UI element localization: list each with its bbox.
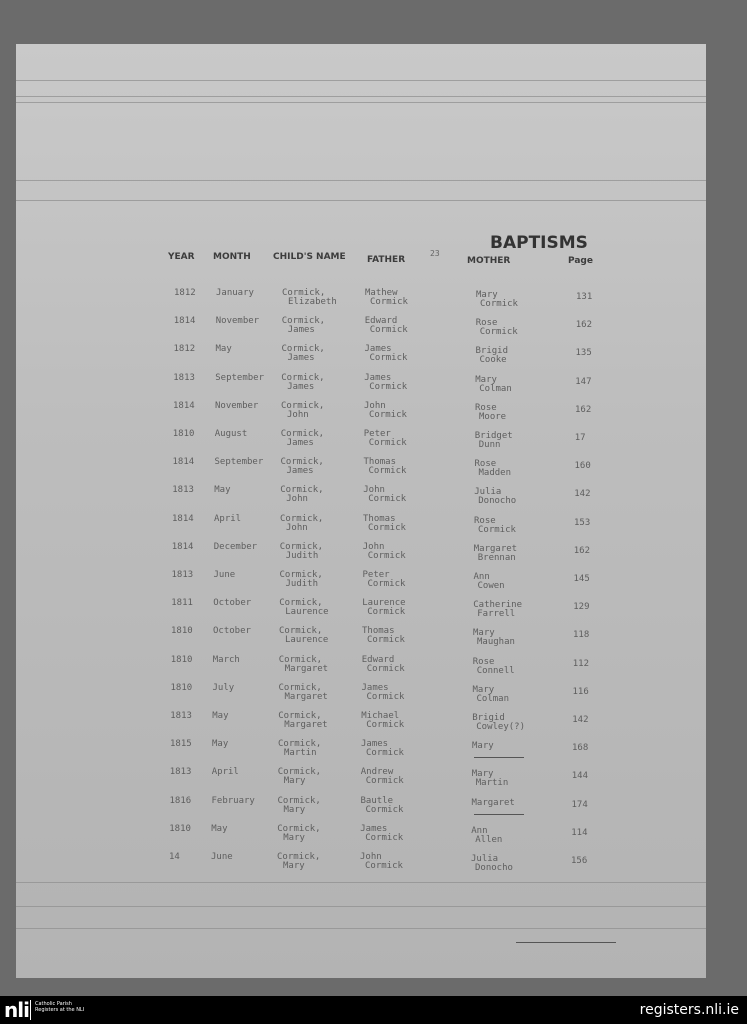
entry-month: April xyxy=(211,767,239,778)
entry-month: May xyxy=(215,344,232,355)
entry-mother-given: Mary xyxy=(475,374,497,385)
column-page: Page xyxy=(568,256,593,266)
entry-father-given: Thomas xyxy=(362,626,395,637)
entry-father-given: Michael xyxy=(361,711,400,721)
entry-mother-given: Julia xyxy=(471,854,499,864)
entry-month: January xyxy=(216,288,254,298)
entry-year: 1814 xyxy=(172,513,194,524)
entry-month: May xyxy=(212,711,229,721)
entry-father-surname: Cormick xyxy=(369,409,407,420)
entry-child-given: Mary xyxy=(283,776,306,787)
entry-page: 118 xyxy=(573,630,590,641)
entry-father-surname: Cormick xyxy=(366,663,405,674)
entry-father-surname: Cormick xyxy=(365,861,403,871)
entry-mother-surname: Madden xyxy=(478,468,512,479)
entry-child-surname: Cormick, xyxy=(279,541,324,552)
entry-month: August xyxy=(214,429,248,439)
entry-child-surname: Cormick, xyxy=(278,739,322,750)
entry-father-surname: Cormick xyxy=(365,776,404,787)
entry-father-surname: Cormick xyxy=(367,635,405,646)
entry-mother-surname: Dunn xyxy=(478,440,501,450)
entry-father-surname: Cormick xyxy=(368,522,406,533)
entry-child-surname: Cormick, xyxy=(281,344,325,355)
entry-year: 1814 xyxy=(173,316,196,327)
entry-year: 1812 xyxy=(174,288,196,298)
entry-father-surname: Cormick xyxy=(367,550,406,561)
entry-child-given: Martin xyxy=(284,748,317,759)
entry-year: 1810 xyxy=(170,654,193,665)
entry-year: 1810 xyxy=(170,682,193,693)
scan-line xyxy=(16,200,706,201)
entry-page: 147 xyxy=(575,376,592,387)
nli-logo[interactable]: nli xyxy=(4,998,29,1022)
entry-year: 1815 xyxy=(170,739,192,750)
entry-year: 14 xyxy=(169,852,180,862)
entry-mother-given: Ann xyxy=(473,572,490,582)
entry-page: 114 xyxy=(571,827,588,838)
entry-mother-given: Mary xyxy=(473,628,495,639)
entry-mother-given: Mary xyxy=(472,684,495,695)
entry-child-surname: Cormick, xyxy=(280,485,324,496)
entry-father-given: James xyxy=(364,372,392,383)
entry-month: July xyxy=(212,682,235,693)
entry-child-given: Laurence xyxy=(285,607,329,618)
entry-month: October xyxy=(213,598,252,609)
entry-father-surname: Cormick xyxy=(367,579,406,589)
entry-mother-surname: Maughan xyxy=(477,637,515,648)
entry-child-given: John xyxy=(286,522,308,533)
entry-mother-surname: Cooke xyxy=(479,355,507,366)
site-link[interactable]: registers.nli.ie xyxy=(639,1002,739,1018)
entry-mother-given: Bridget xyxy=(474,431,513,441)
entry-year: 1810 xyxy=(169,823,191,834)
entry-page: 162 xyxy=(575,320,593,331)
entry-father-given: Thomas xyxy=(363,457,397,468)
entry-child-given: John xyxy=(287,409,309,420)
entry-page: 17 xyxy=(574,433,586,443)
entry-father-surname: Cormick xyxy=(370,297,408,307)
entry-child-surname: Cormick, xyxy=(278,682,322,693)
entry-father-given: James xyxy=(361,682,389,693)
entry-father-surname: Cormick xyxy=(367,607,406,618)
entry-row xyxy=(16,655,706,683)
register-page xyxy=(16,44,706,978)
entry-child-given: Laurence xyxy=(285,635,329,646)
entry-year: 1814 xyxy=(172,457,195,468)
blank-line xyxy=(474,814,524,815)
entry-mother-surname: Donocho xyxy=(478,496,517,507)
entry-child-surname: Cormick, xyxy=(280,457,324,468)
document-heading: BAPTISMS xyxy=(490,233,588,253)
entry-page: 116 xyxy=(572,686,589,697)
entry-year: 1813 xyxy=(170,711,192,721)
entry-page: 142 xyxy=(574,489,591,500)
divider-line xyxy=(516,942,616,943)
entry-child-given: Elizabeth xyxy=(288,297,337,307)
entry-mother-given: Ann xyxy=(471,825,488,836)
entry-row xyxy=(16,373,706,401)
entry-row xyxy=(16,429,706,457)
entry-child-surname: Cormick, xyxy=(281,400,325,411)
scan-line xyxy=(16,928,706,929)
entry-row xyxy=(16,401,706,429)
entry-page: 145 xyxy=(573,574,590,584)
entry-row xyxy=(16,316,706,344)
entry-row xyxy=(16,824,706,852)
entry-mother-surname: Martin xyxy=(475,778,509,789)
logo-caption: Catholic Parish Registers at the NLI xyxy=(35,1001,85,1013)
scan-line xyxy=(16,180,706,181)
entry-father-given: Peter xyxy=(363,429,391,439)
blank-line xyxy=(474,757,524,758)
entry-page: 162 xyxy=(573,545,591,556)
entry-father-given: John xyxy=(360,852,382,862)
entry-month: September xyxy=(215,372,265,383)
entry-father-surname: Cormick xyxy=(365,804,404,815)
entry-mother-surname: Cowley(?) xyxy=(476,722,526,732)
entry-mother-given: Margaret xyxy=(473,543,518,554)
entry-father-surname: Cormick xyxy=(368,438,407,448)
scan-line xyxy=(16,882,706,883)
entry-child-surname: Cormick, xyxy=(279,598,323,609)
entry-mother-surname: Cormick xyxy=(480,299,518,309)
entry-father-surname: Cormick xyxy=(369,325,408,336)
entry-father-surname: Cormick xyxy=(366,691,405,702)
entry-father-given: Laurence xyxy=(362,598,406,609)
entry-month: June xyxy=(213,570,236,580)
entry-row xyxy=(16,796,706,824)
entry-row xyxy=(16,598,706,626)
entry-row xyxy=(16,514,706,542)
entry-month: April xyxy=(214,513,242,524)
entry-row xyxy=(16,626,706,654)
entry-page: 129 xyxy=(573,602,590,613)
entry-father-surname: Cormick xyxy=(365,832,404,843)
entry-row xyxy=(16,570,706,598)
entry-child-given: Mary xyxy=(283,861,305,871)
entry-year: 1811 xyxy=(171,598,193,609)
column-father: FATHER xyxy=(367,255,406,265)
entry-month: June xyxy=(211,852,233,862)
entry-month: November xyxy=(215,316,260,327)
entry-child-given: Judith xyxy=(285,579,319,589)
entry-father-given: James xyxy=(364,344,392,355)
column-month: MONTH xyxy=(213,252,251,262)
entry-page: 168 xyxy=(572,743,589,754)
entry-father-given: John xyxy=(363,485,385,496)
entry-father-given: James xyxy=(361,739,389,750)
entry-child-surname: Cormick, xyxy=(277,823,321,834)
entry-mother-surname: Cormick xyxy=(478,524,516,535)
entry-mother-surname: Colman xyxy=(479,383,512,394)
entry-mother-given: Rose xyxy=(474,459,497,470)
entry-child-given: James xyxy=(286,438,314,448)
entry-child-surname: Cormick, xyxy=(279,570,323,580)
entry-page: 131 xyxy=(576,292,593,302)
entry-child-surname: Cormick, xyxy=(281,372,325,383)
entry-mother-given: Mary xyxy=(471,769,494,780)
entry-father-surname: Cormick xyxy=(366,748,404,759)
entry-father-surname: Cormick xyxy=(366,720,405,730)
entry-father-given: John xyxy=(362,541,385,552)
entry-page: 153 xyxy=(574,517,591,528)
column-year: YEAR xyxy=(168,252,195,262)
entry-mother-surname: Brennan xyxy=(477,552,516,563)
footer-bar xyxy=(0,996,747,1024)
entry-page: 142 xyxy=(572,715,589,725)
entry-father-given: Peter xyxy=(362,570,390,580)
entry-father-surname: Cormick xyxy=(369,353,408,364)
entry-mother-surname: Connell xyxy=(476,665,515,676)
entry-father-given: Edward xyxy=(364,316,398,327)
entry-row xyxy=(16,767,706,795)
entry-father-surname: Cormick xyxy=(369,381,408,392)
entry-year: 1812 xyxy=(173,344,196,355)
page-number: 23 xyxy=(430,249,440,258)
entry-child-given: James xyxy=(287,381,315,392)
entry-page: 135 xyxy=(575,348,592,359)
entry-child-surname: Cormick, xyxy=(280,429,325,439)
entry-page: 156 xyxy=(571,856,588,866)
entry-page: 112 xyxy=(572,658,590,669)
entry-mother-surname: Farrell xyxy=(477,609,516,620)
entry-row xyxy=(16,542,706,570)
entry-child-surname: Cormick, xyxy=(277,795,321,806)
column-child: CHILD'S NAME xyxy=(273,252,346,262)
entry-year: 1810 xyxy=(171,626,193,637)
entry-month: December xyxy=(213,541,258,552)
entry-father-surname: Cormick xyxy=(368,494,407,505)
entry-page: 174 xyxy=(571,799,588,810)
entry-month: May xyxy=(211,823,228,834)
entry-mother-surname: Cowen xyxy=(477,581,505,591)
entry-child-given: Margaret xyxy=(284,663,329,674)
entry-month: February xyxy=(211,795,255,806)
entry-father-given: Edward xyxy=(361,654,395,665)
entry-mother-given: Mary xyxy=(476,290,498,300)
scan-line xyxy=(16,102,706,103)
entry-year: 1816 xyxy=(169,795,192,806)
entry-child-given: Judith xyxy=(285,550,319,561)
entry-mother-surname: Moore xyxy=(479,411,507,422)
entry-child-surname: Cormick, xyxy=(280,513,324,524)
entry-mother-surname: Donocho xyxy=(475,863,513,873)
entry-month: September xyxy=(214,457,264,468)
entry-child-surname: Cormick, xyxy=(277,852,321,862)
entry-month: May xyxy=(212,739,229,750)
entry-month: May xyxy=(214,485,231,496)
entry-year: 1814 xyxy=(171,541,194,552)
entry-mother-given: Rose xyxy=(472,656,495,667)
entry-year: 1814 xyxy=(173,400,195,411)
entry-mother-given: Mary xyxy=(472,741,494,752)
entry-row xyxy=(16,739,706,767)
entry-mother-given: Brigid xyxy=(475,346,509,357)
entry-month: March xyxy=(212,654,240,665)
logo-divider xyxy=(30,1000,31,1020)
entry-row xyxy=(16,288,706,316)
entry-child-given: Mary xyxy=(283,804,306,815)
entry-child-surname: Cormick, xyxy=(277,767,322,778)
entry-father-given: Bautle xyxy=(360,795,394,806)
entry-father-given: Andrew xyxy=(360,767,394,778)
entry-child-given: James xyxy=(287,353,315,364)
scan-line xyxy=(16,906,706,907)
entry-month: October xyxy=(213,626,251,637)
entry-mother-surname: Cormick xyxy=(479,327,518,338)
entry-father-given: James xyxy=(360,823,388,834)
entry-child-given: Mary xyxy=(283,832,305,843)
entry-year: 1813 xyxy=(171,570,194,580)
entry-mother-given: Rose xyxy=(475,402,497,413)
entry-child-surname: Cormick, xyxy=(278,654,323,665)
entry-page: 160 xyxy=(574,461,591,472)
entry-child-given: James xyxy=(286,466,314,477)
entry-row xyxy=(16,683,706,711)
entry-mother-given: Catherine xyxy=(473,600,523,611)
entry-year: 1813 xyxy=(172,485,194,496)
entry-child-surname: Cormick, xyxy=(278,711,322,721)
entry-father-given: John xyxy=(364,400,386,411)
entry-mother-given: Rose xyxy=(475,318,498,329)
entry-page: 144 xyxy=(571,771,589,782)
entry-row xyxy=(16,344,706,372)
entry-mother-surname: Colman xyxy=(476,693,510,704)
entry-father-given: Mathew xyxy=(365,288,398,298)
entry-child-given: James xyxy=(287,325,315,336)
entry-mother-given: Julia xyxy=(474,487,502,498)
entry-father-given: Thomas xyxy=(363,513,396,524)
entry-row xyxy=(16,711,706,739)
entry-row xyxy=(16,485,706,513)
scan-line xyxy=(16,96,706,97)
entry-page: 162 xyxy=(575,404,592,415)
entry-child-surname: Cormick, xyxy=(279,626,323,637)
column-mother: MOTHER xyxy=(467,256,511,266)
entry-father-surname: Cormick xyxy=(368,466,407,477)
entry-mother-given: Margaret xyxy=(471,797,515,808)
entry-child-surname: Cormick, xyxy=(282,288,326,298)
entry-row xyxy=(16,852,706,880)
entry-mother-given: Brigid xyxy=(472,713,505,723)
entry-child-surname: Cormick, xyxy=(281,316,326,327)
entry-mother-surname: Allen xyxy=(475,834,503,845)
entry-year: 1813 xyxy=(169,767,192,778)
entry-year: 1813 xyxy=(173,372,195,383)
entry-child-given: Margaret xyxy=(284,691,328,702)
entry-year: 1810 xyxy=(172,429,195,439)
entry-mother-given: Rose xyxy=(474,515,496,526)
entry-child-given: John xyxy=(286,494,308,505)
entry-child-given: Margaret xyxy=(284,720,328,730)
entry-month: November xyxy=(215,400,259,411)
scan-line xyxy=(16,80,706,81)
entry-row xyxy=(16,457,706,485)
